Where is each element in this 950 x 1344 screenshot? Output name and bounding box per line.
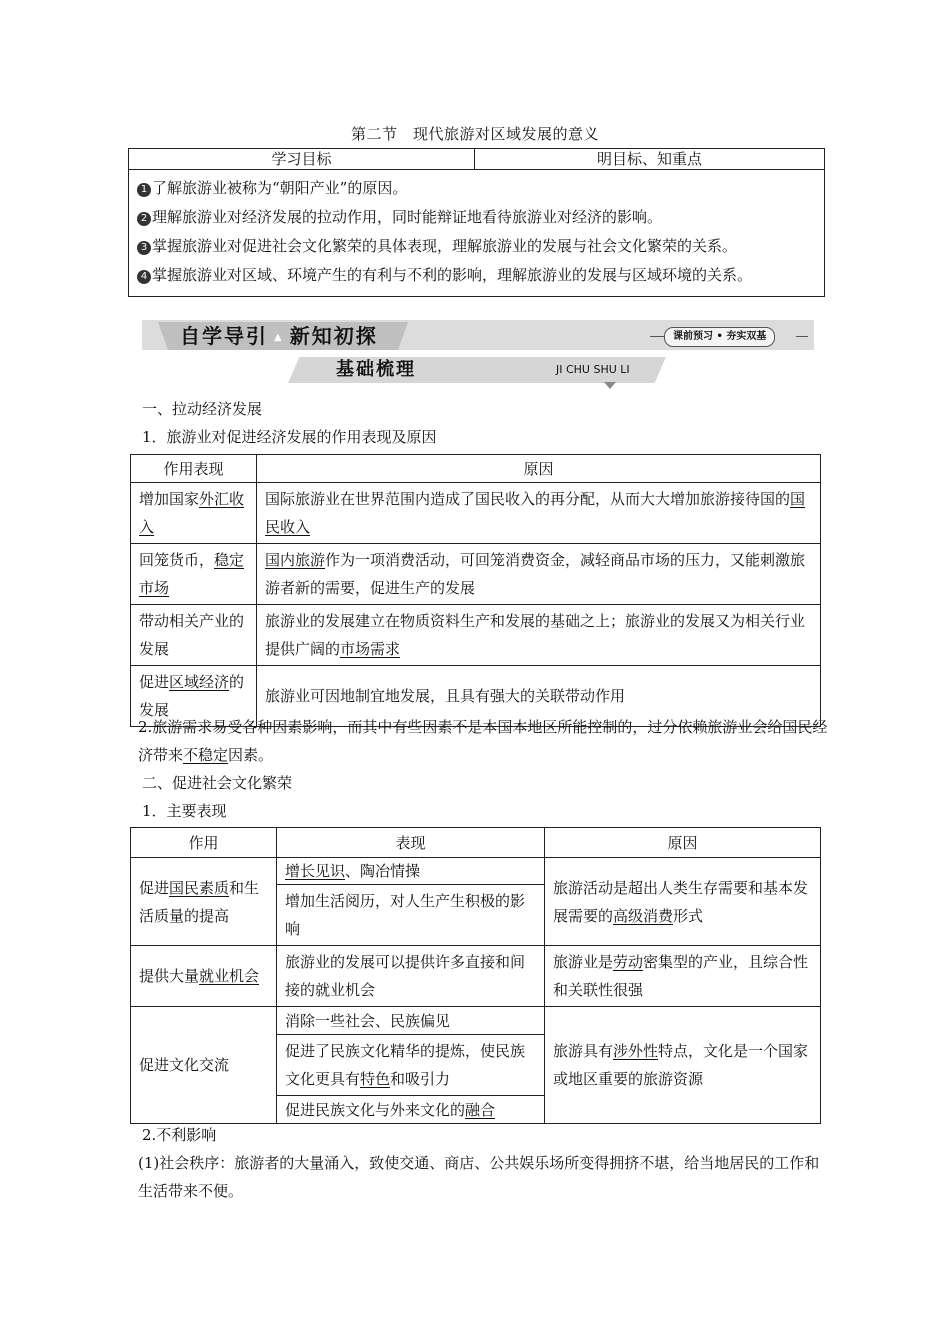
badge-line-left: [650, 336, 664, 337]
culture-table: 作用 表现 原因 促进国民素质和生活质量的提高 增长见识、陶冶情操 旅游活动是超出人类生存需要和基本发展需要的高级消费形式 增加生活阅历，对人生产生积极的影响 提供大量就业机会 旅游业的发展可以提供许多直接和间接的就业机会 旅游业是劳动密集型的产业，且综合性和关联性很强 促进文化交流 消除一些社会、民族偏见 旅游具有涉外性特点，文化是一个国家或地区重要的旅游资源 促进了民族文化精华的提炼，使民族文化更具有特色和吸引力 促进民族文化与外来文化的融合: [130, 827, 821, 1124]
badge-line-right: [796, 336, 808, 337]
goals-header-right: 明目标、知重点: [475, 149, 825, 170]
col-header: 作用: [131, 828, 277, 858]
triangle-icon: ▲: [274, 332, 284, 343]
section2-heading: 二、促进社会文化繁荣: [142, 774, 293, 792]
col-header: 作用表现: [131, 455, 257, 483]
table-row: 促进文化交流 消除一些社会、民族偏见 旅游具有涉外性特点，文化是一个国家或地区重要的旅游资源: [131, 1007, 821, 1035]
table-row: 促进国民素质和生活质量的提高 增长见识、陶冶情操 旅游活动是超出人类生存需要和基本发展需要的高级消费形式: [131, 858, 821, 885]
col-header: 表现: [277, 828, 545, 858]
learning-goals-table: [128, 148, 825, 297]
section1-heading: 一、拉动经济发展: [142, 400, 263, 418]
sub-banner-title: 基础梳理: [336, 359, 416, 380]
chevron-down-icon: [604, 382, 616, 389]
table-row: 带动相关产业的发展 旅游业的发展建立在物质资料生产和发展的基础之上；旅游业的发展又为相关行业提供广阔的市场需求: [131, 605, 821, 666]
section-banner-title: 自学导引 ▲ 新知初探: [180, 324, 378, 348]
negative-heading: 2.不利影响: [142, 1126, 217, 1144]
number-3-icon: 3: [137, 241, 151, 255]
table-row: 回笼货币，稳定市场 国内旅游作为一项消费活动，可回笼消费资金，减轻商品市场的压力，又能刺激旅游者新的需要，促进生产的发展: [131, 544, 821, 605]
number-4-icon: 4: [137, 270, 151, 284]
goals-header-left: 学习目标: [129, 149, 475, 170]
goal-item: 4 掌握旅游业对区域、环境产生的有利与不利的影响，理解旅游业的发展与区域环境的关系。: [137, 261, 814, 290]
table-row: 提供大量就业机会 旅游业的发展可以提供许多直接和间接的就业机会 旅游业是劳动密集型的产业，且综合性和关联性很强: [131, 946, 821, 1007]
col-header: 原因: [545, 828, 821, 858]
number-1-icon: 1: [137, 183, 151, 197]
table-row: 促进区域经济的发展 旅游业可因地制宜地发展，且具有强大的关联带动作用: [131, 666, 821, 727]
sub-banner-pinyin: JI CHU SHU LI: [556, 363, 630, 376]
section1-note: 2.旅游需求易受各种因素影响，而其中有些因素不是本国本地区所能控制的，过分依赖旅游业会给国民经济带来不稳定因素。: [138, 718, 828, 764]
goal-item: 3 掌握旅游业对促进社会文化繁荣的具体表现，理解旅游业的发展与社会文化繁荣的关系。: [137, 232, 814, 261]
banner-badge: 课前预习 • 夯实双基: [664, 327, 775, 347]
goal-item: 1 了解旅游业被称为“朝阳产业”的原因。: [137, 174, 814, 203]
table-row: 增加国家外汇收入 国际旅游业在世界范围内造成了国民收入的再分配，从而大大增加旅游接待国的国民收入: [131, 483, 821, 544]
section2-subheading: 1．主要表现: [142, 802, 227, 820]
negative-item-1: (1)社会秩序：旅游者的大量涌入，致使交通、商店、公共娱乐场所变得拥挤不堪，给当地居民的工作和生活带来不便。: [138, 1154, 820, 1200]
goal-item: 2 理解旅游业对经济发展的拉动作用，同时能辩证地看待旅游业对经济的影响。: [137, 203, 814, 232]
section1-subheading: 1．旅游业对促进经济发展的作用表现及原因: [142, 428, 437, 446]
page-title: 第二节 现代旅游对区域发展的意义: [350, 125, 599, 143]
col-header: 原因: [257, 455, 821, 483]
economy-table: [130, 454, 821, 727]
number-2-icon: 2: [137, 212, 151, 226]
goals-body: [129, 170, 825, 297]
